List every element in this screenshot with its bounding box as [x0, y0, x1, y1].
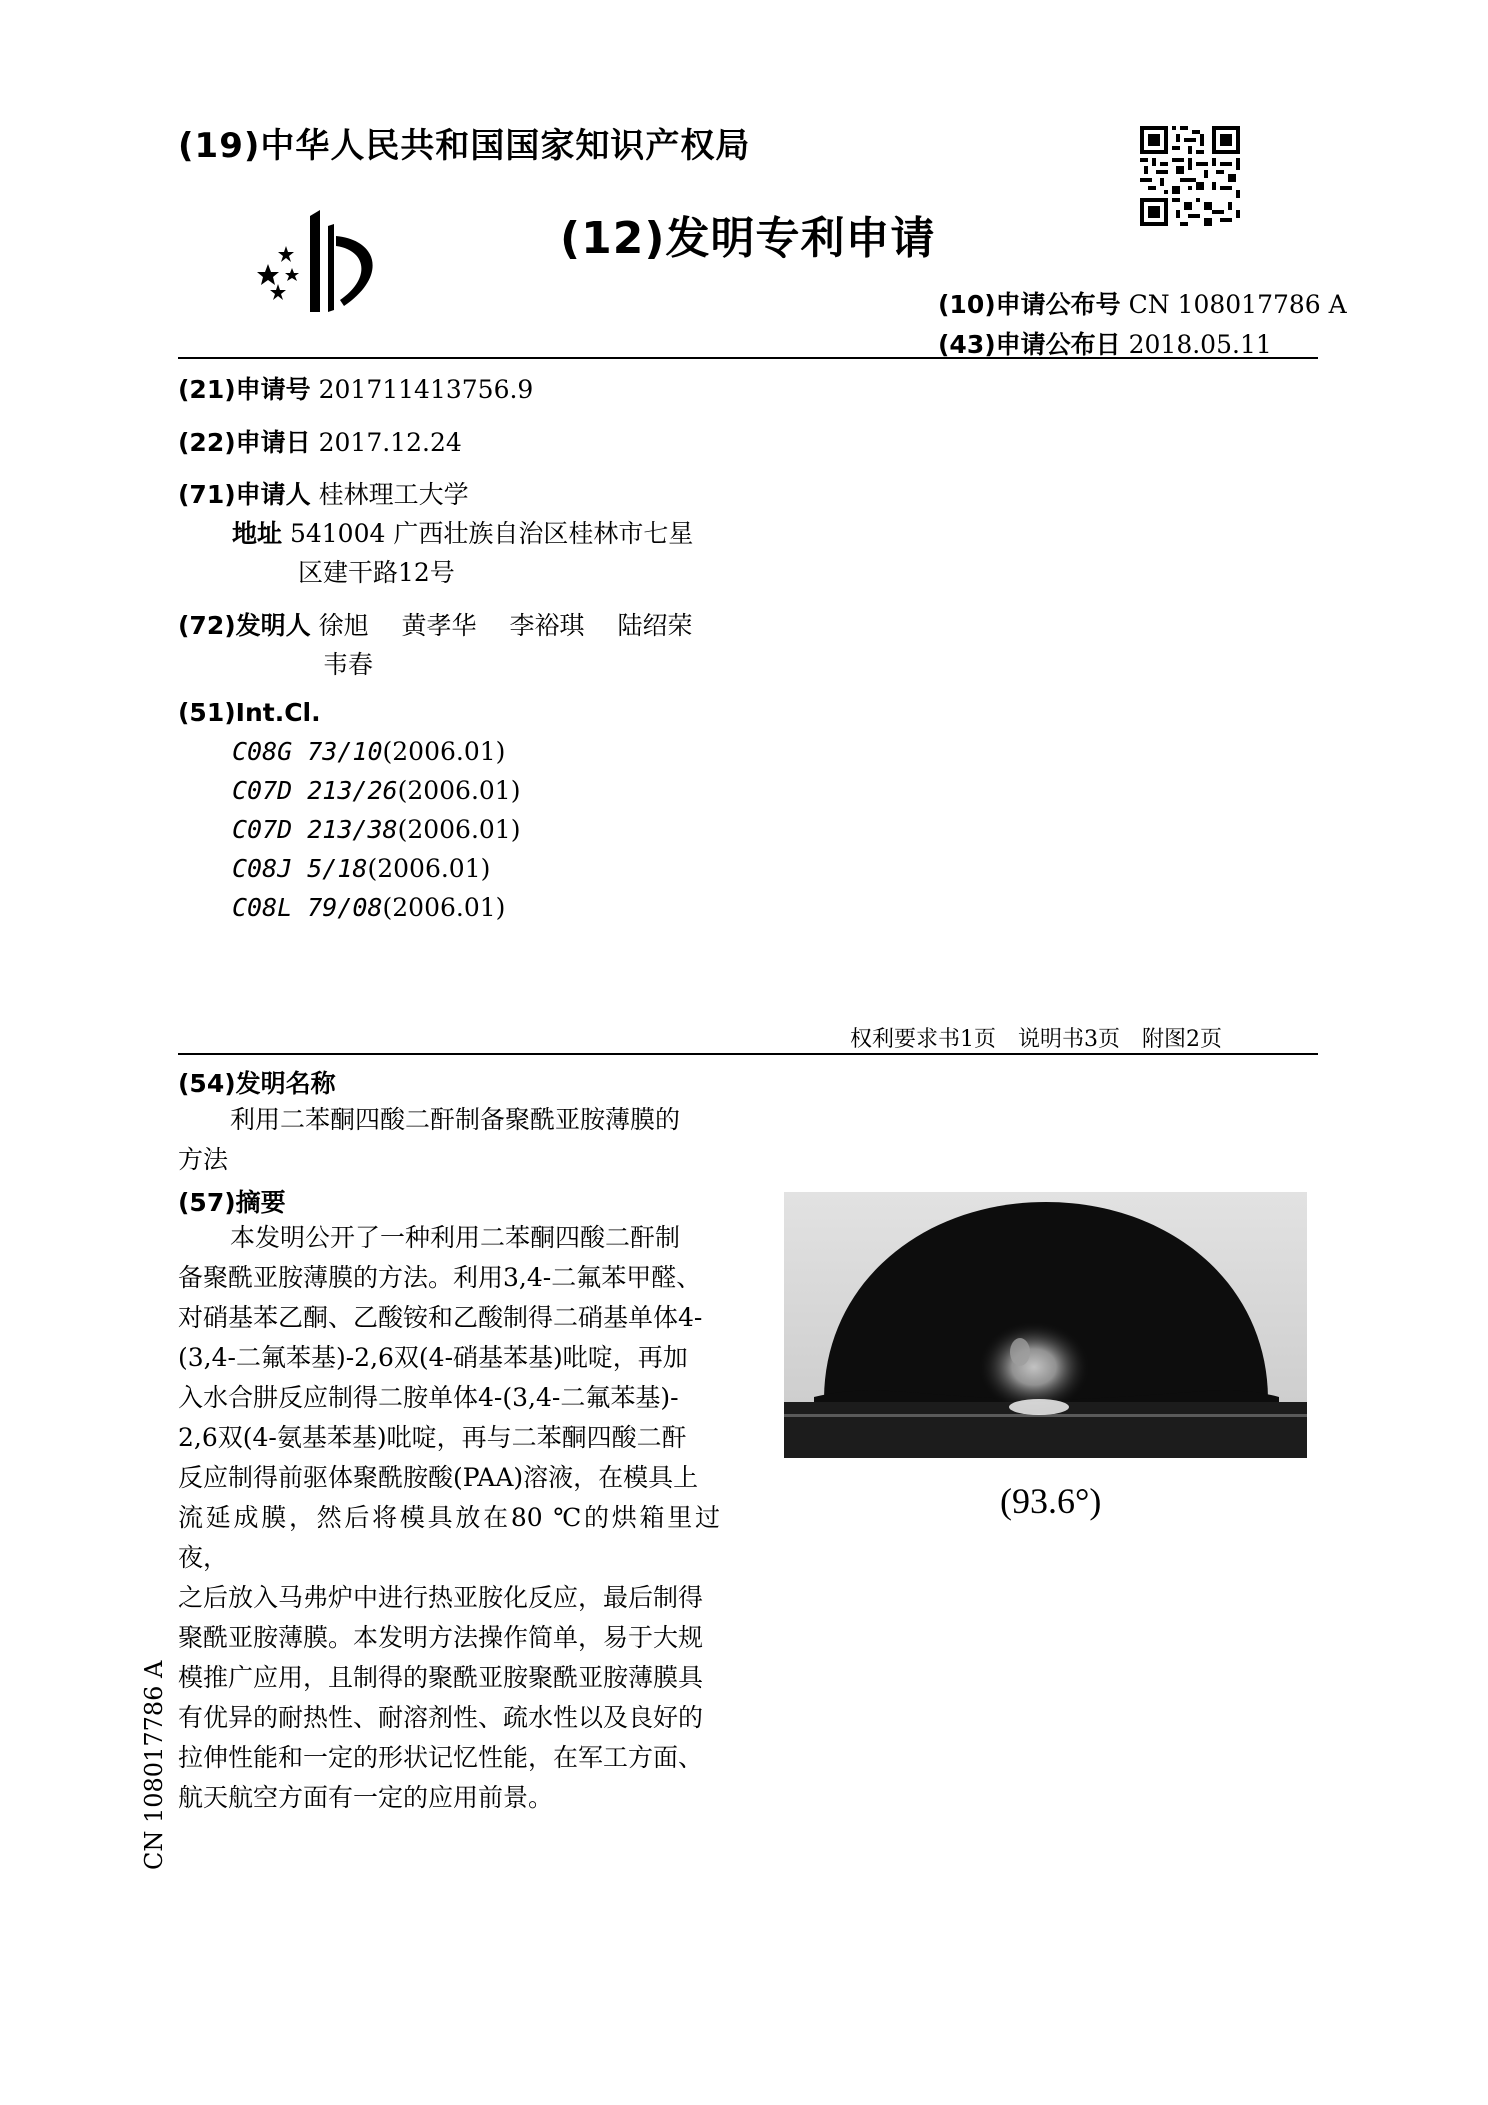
- abstract-line: 入水合肼反应制得二胺单体4-(3,4-二氟苯基)-: [178, 1383, 679, 1412]
- ipc-version: (2006.01): [382, 737, 506, 766]
- water-droplet-contact-angle-photo: [784, 1192, 1307, 1458]
- inventor-row: [178, 606, 692, 642]
- ipc-entry: [232, 815, 520, 844]
- abstract-line: 流延成膜，然后将模具放在80 ℃的烘箱里过夜，: [178, 1503, 720, 1572]
- qr-code: [1140, 126, 1240, 226]
- ipc-code: C07D 213/26: [232, 776, 398, 805]
- title-label: (54)发明名称: [178, 1069, 336, 1098]
- inventors-line2: [323, 645, 373, 681]
- page-count-summary: 权利要求书1页 说明书3页 附图2页: [850, 1027, 1222, 1052]
- ipc-entry: [232, 893, 505, 922]
- applicant: 桂林理工大学: [318, 480, 469, 509]
- application-date: 2017.12.24: [318, 428, 462, 457]
- abstract-line: 模推广应用，且制得的聚酰亚胺聚酰亚胺薄膜具: [178, 1663, 704, 1692]
- abstract-line: 之后放入马弗炉中进行热亚胺化反应，最后制得: [178, 1583, 704, 1612]
- ipc-version: (2006.01): [367, 854, 491, 883]
- abstract-line: 聚酰亚胺薄膜。本发明方法操作简单，易于大规: [178, 1623, 704, 1652]
- ipc-entry: [232, 776, 520, 805]
- ipc-version: (2006.01): [397, 815, 521, 844]
- address-label: 地址: [232, 519, 283, 548]
- applicant-row: [178, 475, 469, 511]
- inventors-line1: 徐旭 黄孝华 李裕琪 陆绍荣: [318, 611, 693, 640]
- invention-title-line1: 利用二苯酮四酸二酐制备聚酰亚胺薄膜的: [230, 1105, 681, 1134]
- abstract-line: (3,4-二氟苯基)-2,6双(4-硝基苯基)吡啶，再加: [178, 1343, 688, 1372]
- ipc-code: C08G 73/10: [232, 737, 383, 766]
- top-divider: [178, 357, 1318, 359]
- abstract-label: (57)摘要: [178, 1188, 286, 1217]
- address-line2-text: 区建干路12号: [298, 558, 455, 587]
- publication-date: 2018.05.11: [1128, 330, 1272, 359]
- application-number: 201711413756.9: [318, 375, 534, 404]
- abstract-line: 对硝基苯乙酮、乙酸铵和乙酸制得二硝基单体4-: [178, 1303, 703, 1332]
- ipc-version: (2006.01): [382, 893, 506, 922]
- inventors-line2-text: 韦春: [323, 650, 374, 679]
- abstract-line: 本发明公开了一种利用二苯酮四酸二酐制: [230, 1223, 681, 1252]
- figure-caption: (93.6°): [1000, 1481, 1102, 1521]
- ipc-version: (2006.01): [397, 776, 521, 805]
- publication-number-row: [938, 285, 1347, 321]
- application-date-row: [178, 423, 462, 459]
- ipc-entry: [232, 854, 490, 883]
- document-type: (12)发明专利申请: [560, 213, 936, 264]
- application-number-row: [178, 370, 533, 406]
- cnipa-emblem-logo: [248, 206, 398, 316]
- abstract-line: 备聚酰亚胺薄膜的方法。利用3,4-二氟苯甲醛、: [178, 1263, 702, 1292]
- abstract-line: 反应制得前驱体聚酰胺酸(PAA)溶液，在模具上: [178, 1463, 699, 1492]
- ipc-code: C08L 79/08: [232, 893, 383, 922]
- ipc-label: [178, 698, 321, 727]
- application-date-label: (22)申请日: [178, 428, 311, 457]
- publication-date-row: [938, 325, 1272, 361]
- abstract-line: 拉伸性能和一定的形状记忆性能，在军工方面、: [178, 1743, 704, 1772]
- application-number-label: (21)申请号: [178, 375, 311, 404]
- middle-divider: [178, 1053, 1318, 1055]
- side-publication-number: CN 108017786 A: [140, 1660, 168, 1870]
- address-line2: [298, 553, 455, 589]
- abstract-line: 航天航空方面有一定的应用前景。: [178, 1783, 554, 1812]
- ipc-entry: [232, 737, 505, 766]
- abstract-line: 有优异的耐热性、耐溶剂性、疏水性以及良好的: [178, 1703, 704, 1732]
- abstract-text: [178, 1218, 720, 1818]
- address-row: [232, 514, 693, 550]
- inventor-label: (72)发明人: [178, 611, 311, 640]
- address-line1: 541004 广西壮族自治区桂林市七星: [289, 519, 694, 548]
- ipc-label-text: (51)Int.Cl.: [178, 698, 321, 727]
- publication-number-label: (10)申请公布号: [938, 290, 1121, 319]
- abstract-line: 2,6双(4-氨基苯基)吡啶，再与二苯酮四酸二酐: [178, 1423, 687, 1452]
- publication-date-label: (43)申请公布日: [938, 330, 1121, 359]
- publication-number: CN 108017786 A: [1128, 290, 1347, 319]
- invention-title-line2: 方法: [178, 1145, 229, 1174]
- applicant-label: (71)申请人: [178, 480, 311, 509]
- ipc-code: C07D 213/38: [232, 815, 398, 844]
- authority-name: (19)中华人民共和国国家知识产权局: [178, 126, 751, 166]
- ipc-code: C08J 5/18: [232, 854, 368, 883]
